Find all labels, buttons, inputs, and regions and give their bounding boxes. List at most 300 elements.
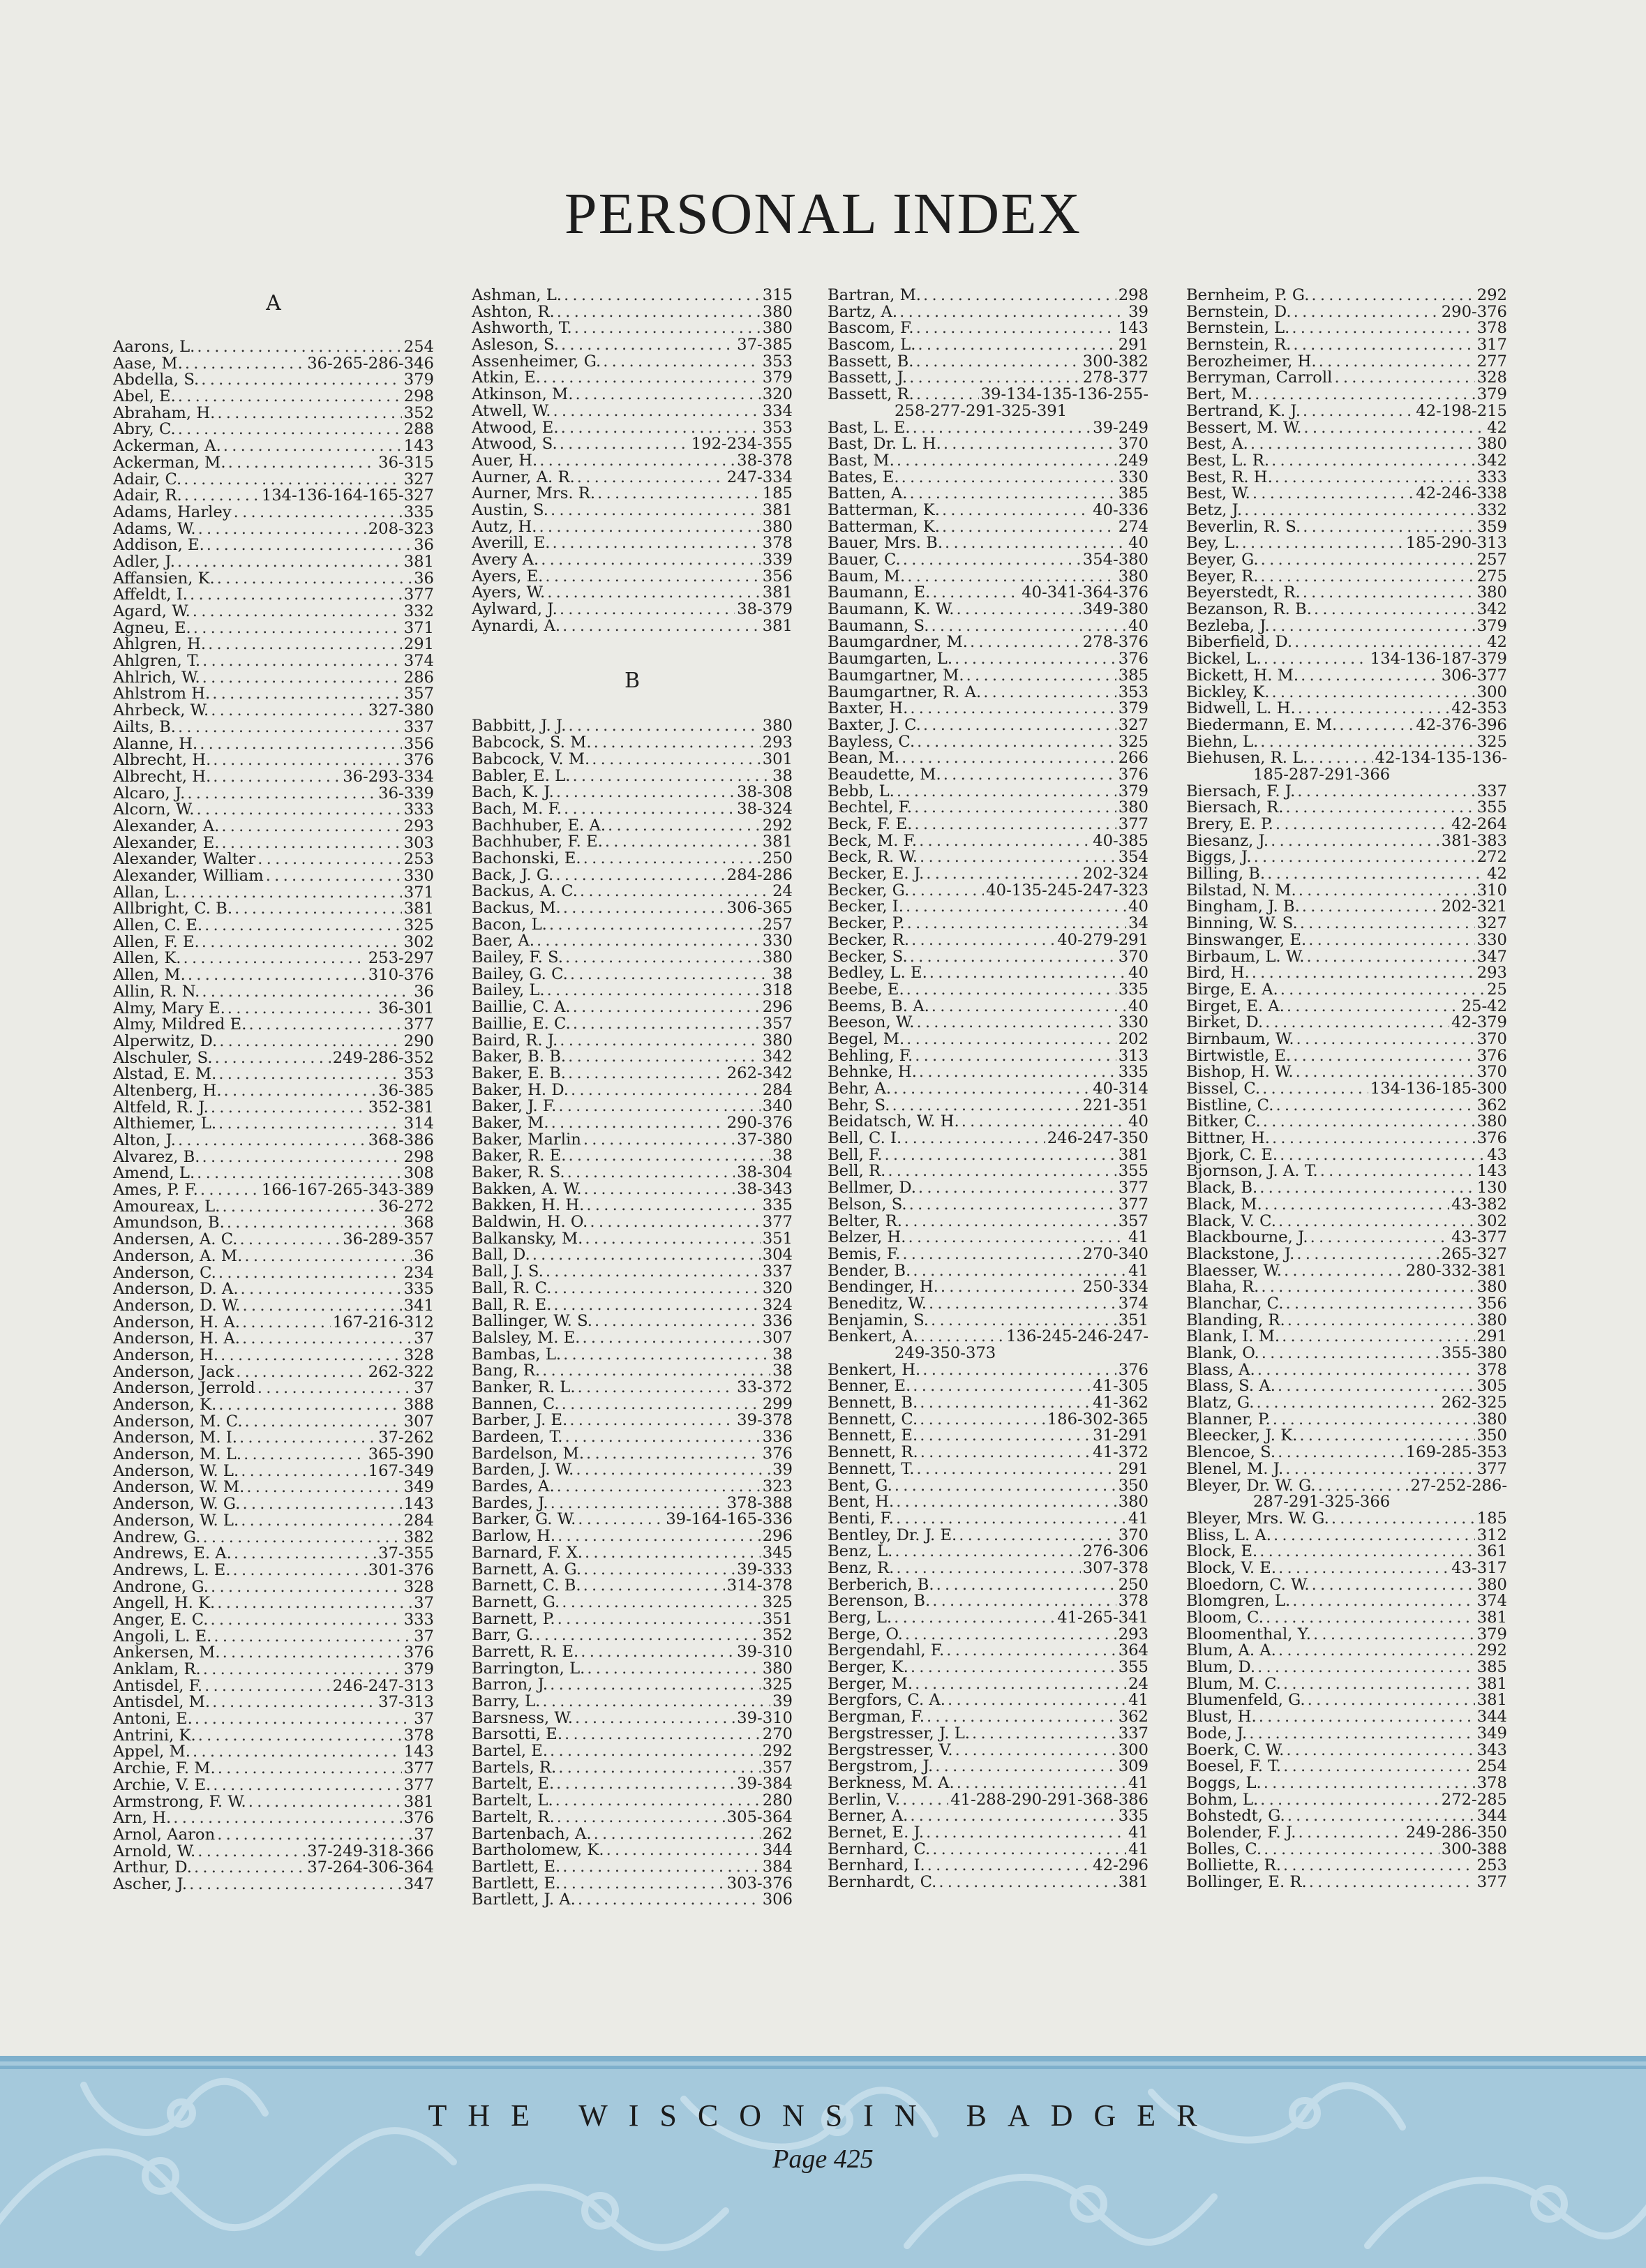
index-entry	[828, 585, 1149, 602]
index-entry	[1186, 585, 1507, 602]
entry-name: Alexander, E.	[113, 833, 220, 852]
entry-name: Bartran, M.	[828, 286, 922, 304]
entry-pages: 323	[762, 1477, 793, 1496]
entry-pages: 276-306	[1082, 1542, 1149, 1561]
index-entry	[828, 916, 1149, 932]
entry-name: Bascom, L.	[828, 336, 916, 355]
leader-dots	[1252, 965, 1475, 982]
entry-pages: 381	[762, 500, 793, 519]
entry-pages: 266	[1118, 749, 1149, 768]
entry-name: Allen, M.	[113, 966, 186, 985]
entry-pages: 39-378	[737, 1411, 793, 1430]
entry-pages: 39-249	[1093, 418, 1149, 437]
entry-pages-continued: 249-350-373	[895, 1344, 996, 1362]
leader-dots	[923, 288, 1116, 304]
index-column-1	[113, 288, 434, 1893]
index-entry	[1186, 866, 1507, 883]
entry-name: Benz, R.	[828, 1558, 895, 1577]
leader-dots	[1320, 1163, 1475, 1180]
leader-dots	[1314, 602, 1475, 618]
entry-pages: 371	[403, 618, 434, 637]
index-entry	[472, 304, 793, 321]
index-entry	[1186, 1163, 1507, 1180]
leader-dots	[1257, 1659, 1475, 1676]
entry-pages: 250-334	[1082, 1278, 1149, 1297]
index-entry	[828, 1560, 1149, 1577]
entry-name: Allen, K.	[113, 949, 181, 968]
index-entry	[828, 1759, 1149, 1775]
leader-dots	[1287, 1808, 1475, 1825]
index-entry	[828, 1692, 1149, 1709]
entry-pages: 302	[1476, 1211, 1507, 1230]
entry-name: Baumgarten, L.	[828, 650, 953, 669]
index-entry	[113, 502, 434, 521]
entry-name: Bliss, L. A.	[1186, 1525, 1271, 1544]
index-entry	[1186, 569, 1507, 585]
entry-name: Bolles, C.	[1186, 1840, 1262, 1858]
entry-pages: 247-334	[726, 468, 793, 486]
entry-pages: 357	[762, 1758, 793, 1777]
leader-dots	[585, 1545, 761, 1562]
index-entry	[472, 768, 793, 785]
entry-pages: 359	[1476, 517, 1507, 536]
leader-dots	[189, 1877, 402, 1893]
entry-pages: 40-385	[1093, 831, 1149, 850]
entry-pages: 376	[403, 1643, 434, 1662]
entry-name: Blass, S. A.	[1186, 1377, 1275, 1396]
index-entry	[828, 1627, 1149, 1643]
leader-dots	[911, 1659, 1116, 1676]
entry-name: Beverlin, R. S.	[1186, 517, 1301, 536]
leader-dots	[927, 1858, 1091, 1874]
entry-pages: 380	[1476, 1278, 1507, 1297]
index-entry	[1186, 387, 1507, 403]
entry-pages: 40-279-291	[1057, 930, 1149, 949]
index-entry	[113, 1612, 434, 1629]
leader-dots	[221, 819, 401, 835]
entry-name: Bolender, F. J.	[1186, 1823, 1296, 1842]
index-entry	[472, 1611, 793, 1628]
leader-dots	[902, 1792, 948, 1809]
entry-pages: 40	[1128, 897, 1149, 916]
entry-name: Bailey, G. C.	[472, 964, 568, 983]
index-entry	[1186, 1525, 1507, 1544]
index-entry	[472, 1826, 793, 1843]
entry-name: Abdella, S.	[113, 371, 200, 389]
entry-name: Blust, H.	[1186, 1708, 1257, 1726]
leader-dots	[920, 1329, 1004, 1345]
index-entry	[828, 634, 1149, 651]
index-entry	[472, 1892, 793, 1909]
leader-dots	[932, 1593, 1116, 1610]
index-entry	[113, 1874, 434, 1893]
leader-dots	[242, 1331, 412, 1348]
entry-pages: 36-272	[378, 1197, 434, 1216]
leader-dots	[551, 1115, 725, 1132]
leader-dots	[184, 950, 366, 967]
index-entry	[828, 767, 1149, 784]
leader-dots	[1259, 1709, 1475, 1726]
index-entry	[828, 1445, 1149, 1461]
leader-dots	[245, 1414, 402, 1431]
index-entry	[113, 816, 434, 835]
entry-name: Beyer, G.	[1186, 551, 1259, 569]
entry-pages: 24	[1128, 1674, 1149, 1693]
entry-name: Blomgren, L.	[1186, 1592, 1291, 1611]
entry-pages: 362	[1476, 1096, 1507, 1114]
entry-pages: 41-265-341	[1057, 1609, 1149, 1627]
index-entry	[472, 1198, 793, 1214]
entry-pages: 384	[762, 1857, 793, 1876]
index-entry	[1186, 453, 1507, 470]
leader-dots	[242, 1496, 401, 1513]
entry-name: Auer, H.	[472, 451, 538, 470]
index-entry	[113, 670, 434, 687]
entry-pages: 335	[403, 502, 434, 521]
entry-name: Andrews, L. E.	[113, 1560, 231, 1579]
entry-pages: 39	[772, 1692, 793, 1710]
entry-pages: 36-293-334	[343, 767, 434, 786]
leader-dots	[217, 1595, 412, 1612]
index-entry	[472, 1710, 793, 1727]
entry-pages: 380	[762, 1031, 793, 1050]
entry-name: Bartenbach, A.	[472, 1824, 592, 1843]
entry-pages: 31-291	[1093, 1426, 1149, 1445]
entry-pages: 39-310	[737, 1642, 793, 1661]
entry-pages: 351	[762, 1229, 793, 1248]
entry-pages: 291	[1476, 1327, 1507, 1346]
leader-dots	[1296, 1031, 1475, 1048]
entry-pages: 43-382	[1451, 1195, 1507, 1214]
leader-dots	[564, 1726, 761, 1743]
index-entry	[1186, 1031, 1507, 1048]
leader-dots	[1296, 1064, 1475, 1081]
entry-pages: 169-285-353	[1405, 1443, 1507, 1462]
entry-name: Austin, S.	[472, 500, 548, 519]
leader-dots	[547, 983, 761, 999]
entry-pages: 39-384	[737, 1775, 793, 1793]
index-entry	[828, 304, 1149, 321]
index-entry	[828, 1643, 1149, 1659]
entry-name: Beck, F. E.	[828, 815, 913, 833]
leader-dots	[248, 1794, 402, 1811]
leader-dots	[541, 552, 761, 569]
entry-name: Asleson, S.	[472, 336, 559, 355]
leader-dots	[572, 768, 770, 785]
entry-name: Addison, E.	[113, 536, 204, 555]
entry-pages: 36-289-357	[343, 1230, 434, 1249]
leader-dots	[571, 1082, 761, 1099]
entry-name: Blackstone, J.	[1186, 1244, 1295, 1263]
index-entry	[1186, 899, 1507, 916]
entry-name: Baumann, E.	[828, 583, 931, 602]
entry-pages: 376	[1118, 1360, 1149, 1379]
index-entry	[1186, 1048, 1507, 1065]
entry-pages: 41	[1128, 1823, 1149, 1842]
index-entry	[472, 354, 793, 371]
entry-name: Beck, R. W.	[828, 848, 918, 867]
leader-dots	[557, 1479, 761, 1495]
index-entry	[1186, 1759, 1507, 1775]
entry-pages: 305-364	[726, 1807, 793, 1826]
index-entry	[113, 984, 434, 1001]
entry-pages: 186-302-365	[1047, 1410, 1149, 1428]
entry-pages: 134-136-185-300	[1370, 1080, 1507, 1098]
leader-dots	[608, 818, 761, 835]
index-entry	[828, 569, 1149, 585]
index-entry	[472, 502, 793, 519]
leader-dots	[1283, 1676, 1475, 1693]
leader-dots	[583, 1132, 735, 1149]
entry-name: Benti, F.	[828, 1509, 894, 1528]
leader-dots	[573, 999, 761, 1016]
entry-pages: 301-376	[368, 1560, 434, 1579]
entry-pages: 320	[762, 385, 793, 404]
entry-name: Beidatsch, W. H.	[828, 1112, 959, 1131]
leader-dots	[578, 1380, 735, 1396]
leader-dots	[915, 1048, 1116, 1065]
index-entry	[828, 1147, 1149, 1164]
leader-dots	[535, 1627, 760, 1644]
entry-pages: 33-372	[737, 1378, 793, 1396]
entry-name: Belzer, H.	[828, 1228, 906, 1247]
entry-pages: 337	[403, 717, 434, 736]
entry-pages: 325	[403, 916, 434, 935]
entry-pages: 337	[1476, 782, 1507, 800]
entry-name: Albrecht, H.	[113, 751, 211, 770]
index-entry	[472, 436, 793, 453]
leader-dots	[1293, 337, 1474, 354]
entry-name: Ashworth, T.	[472, 319, 572, 338]
index-entry	[113, 1066, 434, 1083]
index-entry	[828, 701, 1149, 717]
index-entry	[1186, 932, 1507, 949]
entry-name: Baumgartner, R. A.	[828, 682, 982, 701]
index-entry	[472, 387, 793, 403]
index-entry	[828, 1378, 1149, 1395]
entry-name: Ackerman, A.	[113, 437, 221, 456]
index-entry	[1186, 304, 1507, 321]
entry-pages: 36-265-286-346	[307, 354, 434, 373]
leader-dots	[578, 1512, 664, 1528]
index-entry	[1186, 502, 1507, 519]
leader-dots	[587, 1661, 760, 1678]
leader-dots	[1266, 1610, 1475, 1627]
entry-pages: 376	[1118, 765, 1149, 784]
entry-pages: 337	[762, 1262, 793, 1281]
index-entry	[113, 1199, 434, 1216]
entry-pages: 250	[762, 849, 793, 867]
entry-pages: 356	[1476, 1294, 1507, 1313]
entry-pages: 298	[403, 1147, 434, 1166]
entry-pages: 37-385	[737, 336, 793, 355]
entry-pages: 41	[1128, 1228, 1149, 1247]
index-entry	[828, 1197, 1149, 1214]
entry-pages: 262-322	[368, 1362, 434, 1381]
index-entry	[472, 1165, 793, 1181]
entry-pages: 357	[403, 685, 434, 703]
index-entry	[828, 1709, 1149, 1726]
entry-name: Barker, G. W.	[472, 1510, 576, 1529]
leader-dots	[557, 1810, 725, 1826]
entry-name: Berkness, M. A.	[828, 1773, 955, 1792]
leader-dots	[266, 868, 402, 885]
entry-name: Beaudette, M.	[828, 765, 941, 784]
entry-name: Bloomenthal, Y.	[1186, 1625, 1311, 1643]
leader-dots	[178, 1133, 366, 1149]
entry-pages: 381	[1118, 1873, 1149, 1891]
entry-pages: 310-376	[368, 966, 434, 985]
leader-dots	[927, 1709, 1116, 1726]
index-entry	[828, 1511, 1149, 1528]
leader-dots	[1275, 470, 1475, 486]
index-entry	[472, 470, 793, 486]
index-entry	[113, 1414, 434, 1431]
entry-name: Baer, A.	[472, 932, 534, 950]
entry-pages: 377	[1118, 1195, 1149, 1214]
entry-pages: 307	[762, 1328, 793, 1347]
entry-name: Almy, Mildred E.	[113, 1015, 247, 1034]
entry-pages: 332	[403, 602, 434, 620]
entry-name: Bennett, E.	[828, 1426, 918, 1445]
entry-name: Bartlett, J. A.	[472, 1890, 576, 1909]
entry-pages: 355-380	[1441, 1344, 1507, 1362]
index-entry	[113, 703, 434, 719]
leader-dots	[193, 620, 402, 637]
entry-name: Agneu, E.	[113, 618, 191, 637]
entry-name: Bell, C. I.	[828, 1129, 902, 1148]
entry-pages: 381	[1476, 1674, 1507, 1693]
entry-pages: 353	[762, 418, 793, 437]
entry-pages: 246-247-350	[1047, 1129, 1149, 1148]
index-entry	[472, 1793, 793, 1810]
leader-dots	[932, 585, 1019, 602]
footer-magazine-title: THE WISCONSIN BADGER	[428, 2098, 1218, 2133]
entry-name: Bang, R.	[472, 1361, 541, 1380]
leader-dots	[570, 967, 770, 983]
leader-dots	[909, 1197, 1116, 1214]
leader-dots	[959, 1528, 1116, 1544]
leader-dots	[1331, 1511, 1475, 1528]
entry-name: Adams, Harley	[113, 502, 232, 521]
entry-name: Barber, J. E.	[472, 1411, 568, 1430]
index-entry	[472, 834, 793, 851]
index-entry	[472, 1859, 793, 1876]
leader-dots	[916, 320, 1116, 337]
index-entry	[1186, 1478, 1507, 1495]
entry-pages: 379	[403, 1660, 434, 1678]
index-entry	[113, 1479, 434, 1496]
leader-dots	[558, 1528, 761, 1545]
entry-name: Anger, E. C.	[113, 1610, 209, 1629]
entry-name: Averill, E.	[472, 534, 551, 553]
entry-name: Bechtel, F.	[828, 798, 913, 817]
index-entry	[828, 1676, 1149, 1693]
entry-pages: 377	[1118, 815, 1149, 833]
leader-dots	[563, 900, 725, 917]
leader-dots	[929, 1296, 1116, 1313]
entry-pages: 335	[1118, 980, 1149, 999]
index-entry	[828, 1428, 1149, 1445]
index-entry	[1186, 717, 1507, 734]
entry-name: Atwell, W.	[472, 401, 551, 420]
index-entry	[113, 1031, 434, 1050]
index-entry	[828, 999, 1149, 1015]
entry-name: Angell, H. K.	[113, 1594, 216, 1613]
leader-dots	[193, 1744, 402, 1761]
entry-pages: 293	[762, 733, 793, 752]
leader-dots	[185, 356, 305, 373]
index-entry	[1186, 1627, 1507, 1643]
index-entry	[472, 1842, 793, 1859]
index-entry	[113, 1694, 434, 1711]
index-entry	[1186, 1098, 1507, 1114]
index-entry	[113, 752, 434, 769]
leader-dots	[913, 420, 1091, 437]
entry-pages: 42	[1487, 865, 1507, 883]
entry-pages: 327	[1476, 914, 1507, 933]
entry-name: Ames, P. F.	[113, 1181, 198, 1200]
index-entry	[472, 933, 793, 950]
entry-name: Bailey, L.	[472, 981, 545, 1000]
leader-dots	[895, 1544, 1080, 1560]
entry-pages: 37	[414, 1594, 434, 1613]
leader-dots	[931, 618, 1126, 635]
index-entry	[828, 932, 1149, 949]
entry-name: Appel, M.	[113, 1743, 190, 1761]
leader-dots	[584, 1181, 735, 1198]
entry-name: Anderson, Jack	[113, 1362, 234, 1381]
leader-dots	[904, 1131, 1045, 1147]
leader-dots	[1278, 1445, 1404, 1461]
entry-pages: 371	[403, 883, 434, 902]
leader-dots	[210, 1612, 401, 1629]
entry-name: Alcaro, J.	[113, 784, 186, 803]
entry-name: Arnold, W.	[113, 1842, 196, 1860]
index-entry	[828, 1296, 1149, 1313]
entry-name: Antisdel, F.	[113, 1676, 203, 1695]
index-entry	[1186, 470, 1507, 486]
entry-name: Alexander, William	[113, 867, 264, 885]
entry-name: Balkansky, M.	[472, 1229, 583, 1248]
leader-dots	[563, 1347, 770, 1364]
entry-name: Bistline, C.	[1186, 1096, 1274, 1114]
index-entry	[1186, 486, 1507, 502]
leader-dots	[956, 602, 1080, 618]
index-entry	[828, 1114, 1149, 1131]
entry-name: Bach, M. F.	[472, 799, 562, 818]
leader-dots	[243, 1298, 402, 1315]
entry-name: Ashton, R.	[472, 302, 555, 321]
entry-pages: 380	[762, 1659, 793, 1678]
entry-pages: 380	[1118, 1493, 1149, 1512]
entry-name: Berge, O.	[828, 1625, 903, 1643]
leader-dots	[919, 1064, 1116, 1081]
leader-dots	[545, 569, 760, 585]
index-entry	[1186, 1445, 1507, 1461]
index-entry	[1186, 1842, 1507, 1858]
entry-name: Barden, J. W.	[472, 1461, 574, 1479]
leader-dots	[1283, 1858, 1475, 1874]
leader-dots	[224, 1083, 377, 1100]
entry-pages: 284-286	[726, 865, 793, 884]
entry-name: Baker, R. E.	[472, 1147, 567, 1165]
leader-dots	[932, 999, 1126, 1015]
entry-pages: 36-385	[378, 1081, 434, 1100]
index-entry	[113, 521, 434, 538]
entry-name: Barron, J.	[472, 1676, 548, 1694]
entry-name: Baxter, J. C.	[828, 715, 921, 734]
